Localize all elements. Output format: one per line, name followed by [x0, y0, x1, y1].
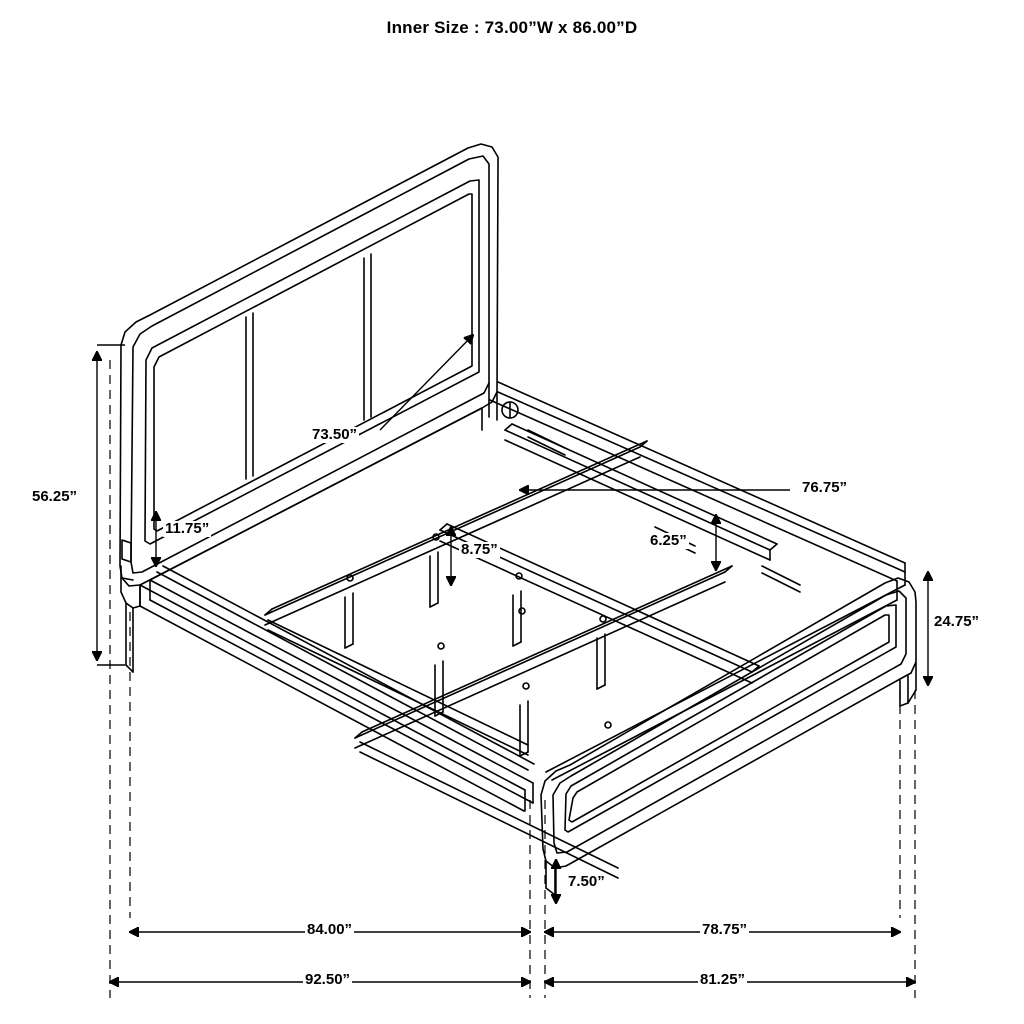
dimension-label-overall-depth-front: 84.00” [307, 921, 353, 938]
page-title: Inner Size : 73.00”W x 86.00”D [386, 18, 638, 37]
dimension-label-overall-length-front: 92.50” [305, 971, 351, 988]
dimension-label-center-slat-height: 8.75” [461, 541, 498, 558]
dimension-label-rail-to-slat-drop: 11.75” [165, 520, 210, 537]
dimension-label-overall-depth-back: 78.75” [702, 921, 748, 938]
dimension-label-inner-frame-width: 76.75” [802, 479, 848, 496]
dimension-label-headboard-panel-width: 73.50” [312, 426, 358, 443]
dimension-label-headboard-height: 56.25” [32, 488, 78, 505]
dimension-label-overall-length-back: 81.25” [700, 971, 746, 988]
dimension-label-footboard-clearance: 7.50” [568, 873, 605, 890]
dimension-label-side-rail-offset: 6.25” [650, 532, 687, 549]
dimension-label-footboard-height: 24.75” [934, 613, 980, 630]
